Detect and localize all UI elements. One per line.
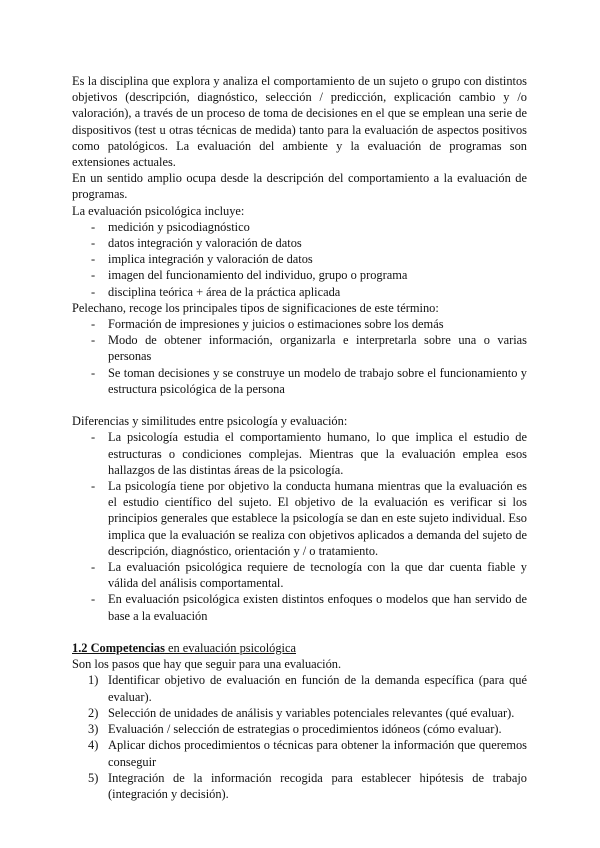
- includes-list: [72, 219, 527, 300]
- list-item: - medición y psicodiagnóstico: [72, 219, 527, 235]
- step-text: Selección de unidades de análisis y variables potenciales relevantes (qué evaluar).: [108, 705, 515, 720]
- pelechano-list: [72, 316, 527, 397]
- list-item: - En evaluación psicológica existen distintos enfoques o modelos que han servido de base a la evaluación: [72, 591, 527, 623]
- step-text: Aplicar dichos procedimientos o técnicas para obtener la información que queremos conseguir: [108, 738, 527, 769]
- pelechano-title: Pelechano, recoge los principales tipos de significaciones de este término:: [72, 300, 439, 315]
- list-item: - implica integración y valoración de datos: [72, 251, 527, 267]
- step-item: [72, 770, 527, 802]
- step-number: 4): [88, 738, 99, 753]
- section-heading-rest: en evaluación psicológica: [164, 641, 297, 656]
- document-page: [72, 73, 527, 802]
- step-text: Evaluación / selección de estrategias o procedimientos idóneos (cómo evaluar).: [108, 722, 502, 737]
- section-heading-bold: 1.2 Competencias: [72, 641, 165, 656]
- list-item: - Se toman decisiones y se construye un modelo de trabajo sobre el funcionamiento y estructura psicológica de la persona: [72, 365, 527, 397]
- section-heading: [72, 640, 527, 656]
- includes-title: La evaluación psicológica incluye:: [72, 203, 245, 218]
- step-text: Integración de la información recogida para establecer hipótesis de trabajo (integración y decisión).: [108, 770, 527, 801]
- step-item: [72, 721, 527, 737]
- differences-list: [72, 429, 527, 623]
- step-number: 2): [88, 705, 99, 720]
- list-item: - datos integración y valoración de datos: [72, 235, 527, 251]
- list-item: - Formación de impresiones y juicios o estimaciones sobre los demás: [72, 316, 527, 332]
- step-text: Identificar objetivo de evaluación en función de la demanda específica (para qué evaluar).: [108, 673, 527, 704]
- differences-title: Diferencias y similitudes entre psicología y evaluación:: [72, 414, 348, 429]
- intro-paragraph-2: En un sentido amplio ocupa desde la descripción del comportamiento a la evaluación de programas.: [72, 171, 527, 202]
- spacer: [72, 624, 527, 640]
- step-item: [72, 705, 527, 721]
- list-item: - imagen del funcionamiento del individuo, grupo o programa: [72, 267, 527, 283]
- list-item: - La psicología estudia el comportamiento humano, lo que implica el estudio de estructuras o condiciones complejas. Mientras que la evaluación emplea esos hallazgos de las distintas áreas de la psicología.: [72, 429, 527, 478]
- step-number: 3): [88, 722, 99, 737]
- list-item: - La evaluación psicológica requiere de tecnología con la que dar cuenta fiable y válida del análisis comportamental.: [72, 559, 527, 591]
- step-number: 1): [88, 673, 99, 688]
- section-intro: Son los pasos que hay que seguir para una evaluación.: [72, 657, 342, 672]
- intro-paragraph: Es la disciplina que explora y analiza el comportamiento de un sujeto o grupo con distintos objetivos (descripción, diagnóstico, selección / predicción, explicación cambio y /o valoración), a través de un proceso de toma de decisiones en el que se emplean una serie de dispositivos (test u otras técnicas de medida) tanto para la evaluación de aspectos positivos como patológicos. La evaluación del ambiente y la evaluación de programas son extensiones actuales.: [72, 74, 527, 170]
- list-item: - Modo de obtener información, organizarla e interpretarla sobre una o varias personas: [72, 332, 527, 364]
- step-item: [72, 737, 527, 769]
- step-number: 5): [88, 770, 99, 785]
- list-item: - disciplina teórica + área de la práctica aplicada: [72, 284, 527, 300]
- step-item: [72, 672, 527, 704]
- steps-list: [72, 672, 527, 802]
- spacer: [72, 397, 527, 413]
- list-item: - La psicología tiene por objetivo la conducta humana mientras que la evaluación es el estudio científico del sujeto. El objetivo de la evaluación es verificar si los principios generales que establece la psicología se dan en este sujeto individual. Eso implica que la evaluación se realiza con objetivos aplicados a demanda del sujeto de descripción, diagnóstico, orientación y / o tratamiento.: [72, 478, 527, 559]
